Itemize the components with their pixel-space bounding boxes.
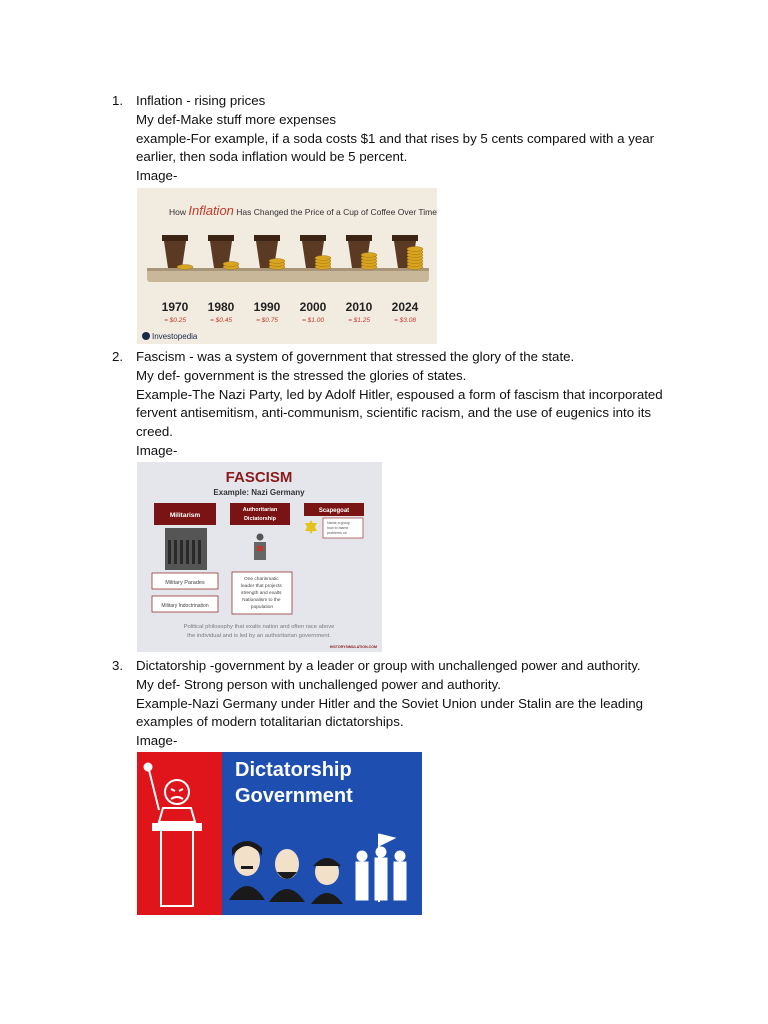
inflation-coffee-image (137, 188, 437, 344)
list-item-dictatorship (112, 657, 712, 751)
image-label: Image- (136, 442, 178, 458)
militarism-label: Militarism (169, 512, 201, 519)
image-label: Image- (136, 733, 178, 749)
leader-podium-icon (254, 534, 266, 561)
coin-icon (361, 253, 377, 258)
fascism-credit: HISTORYSIMULATION.COM (329, 645, 377, 649)
investopedia-logo (142, 332, 198, 341)
svg-text:How Inflation Has Changed the (169, 203, 437, 218)
coin-icon (315, 256, 331, 261)
fascism-caption-1: Political philosophy that exalts nation and often race above (183, 624, 335, 630)
definition-line: My def- Strong person with unchallenged power and authority. (136, 676, 501, 692)
inflation-title-post: Has Changed the Price of a Cup of Coffee Over Time (233, 207, 437, 217)
price-label: = $3.08 (394, 317, 416, 324)
coin-icon (269, 259, 285, 264)
fascism-title: FASCISM (225, 469, 293, 486)
dictatorship-label-1: Authoritarian (242, 507, 278, 513)
scapegoat-note: Name a group how to blame problems on (327, 521, 350, 535)
term-line: Inflation - rising prices (136, 93, 266, 108)
dictatorship-label-2: Dictatorship (243, 516, 277, 522)
coffee-cup-icon (162, 235, 188, 268)
year-label: 1970 (161, 300, 189, 314)
fascism-subtitle: Example: Nazi Germany (213, 488, 305, 497)
list-item-inflation (112, 92, 712, 186)
military-indoctrination-label: Military Indoctrination (161, 603, 209, 609)
definition-line: My def-Make stuff more expenses (136, 111, 337, 127)
scapegoat-label: Scapegoat (318, 508, 350, 514)
fascism-caption-2: the individual and is led by an authoritarian government. (187, 633, 331, 639)
example-text: example-For example, if a soda costs $1 and that rises by 5 cents compared with a year earlier, then soda inflation would be 5 percent. (136, 130, 655, 165)
term-line: Fascism - was a system of government that stressed the glory of the state. (136, 349, 575, 364)
year-label: 1990 (253, 300, 281, 314)
definition-line: My def- government is the stressed the glories of states. (136, 367, 467, 383)
list-number: 1. (112, 93, 124, 108)
list-number: 2. (112, 349, 124, 364)
year-label: 1980 (207, 300, 235, 314)
fascism-illustration (137, 462, 382, 652)
year-label: 2000 (299, 300, 327, 314)
inflation-title-pre: How (169, 207, 189, 217)
inflation-title-word: Inflation (188, 203, 234, 218)
military-parades-label: Military Parades (165, 580, 205, 586)
year-label: 2024 (391, 300, 419, 314)
year-label: 2010 (345, 300, 373, 314)
price-label: = $1.25 (348, 317, 370, 324)
example-text: Example-Nazi Germany under Hitler and the Soviet Union under Stalin are the leading examples of modern totalitarian dictatorships. (136, 695, 644, 730)
conveyor-belt (147, 268, 429, 282)
example-text: Example-The Nazi Party, led by Adolf Hitler, espoused a form of fascism that incorporated fervent antisemitism, anti-communism, scientific racism, and the use of eugenics into its creed. (136, 386, 663, 440)
price-label: = $1.00 (302, 317, 324, 324)
dictatorship-image (137, 752, 422, 915)
coin-icon (223, 262, 239, 267)
dictatorship-illustration (137, 752, 422, 915)
coffee-cups-group (162, 235, 423, 269)
fascism-image (137, 462, 382, 652)
image-label: Image- (136, 168, 178, 184)
list-item-fascism (112, 348, 712, 461)
dictatorship-title-2: Government (235, 785, 353, 807)
dictatorship-title-1: Dictatorship (235, 759, 352, 781)
year-labels-group (162, 300, 419, 324)
coin-icon (177, 265, 193, 270)
price-label: = $0.25 (164, 317, 186, 324)
list-number: 3. (112, 658, 124, 673)
coin-icon (407, 247, 423, 252)
inflation-illustration (137, 188, 437, 344)
brand-text: Investopedia (152, 332, 198, 341)
leader-note: One charismatic leader that projects strength and exalts Nationalism to the population (240, 577, 282, 610)
price-label: = $0.75 (256, 317, 278, 324)
price-label: = $0.45 (210, 317, 232, 324)
term-line: Dictatorship -government by a leader or group with unchallenged power and authority. (136, 658, 641, 673)
